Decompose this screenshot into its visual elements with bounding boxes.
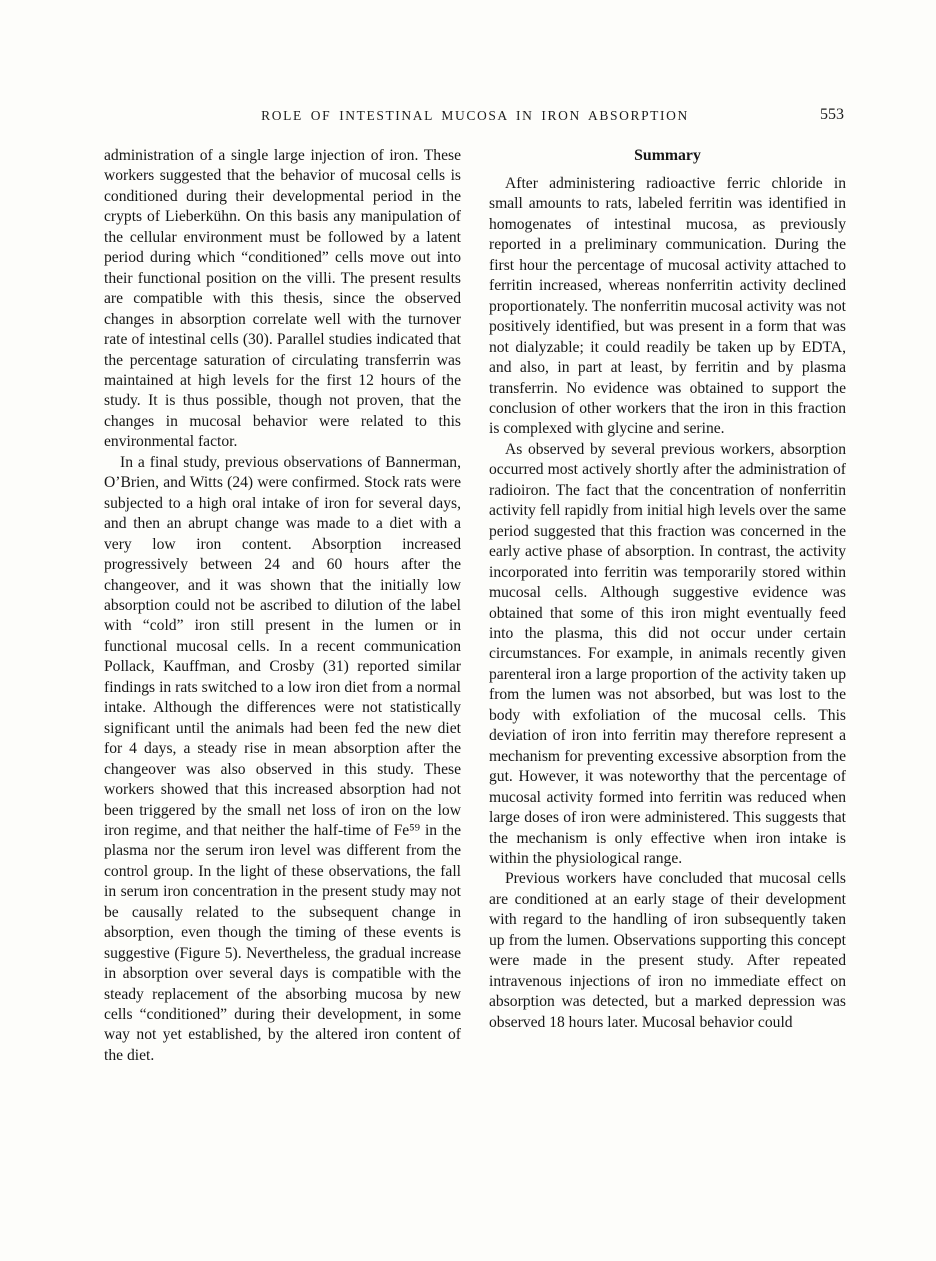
two-column-body	[104, 146, 846, 1066]
summary-paragraph: Previous workers have concluded that mucosal cells are conditioned at an early stage of their development with regard to the handling of iron subsequently taken up from the lumen. Observations supporting this concept were made in the present study. After repeated intravenous injections of iron no immediate effect on absorption was detected, but a marked depression was observed 18 hours later. Mucosal behavior could	[489, 870, 846, 1031]
summary-paragraph: As observed by several previous workers, absorption occurred most actively shortly after the administration of radioiron. The fact that the concentration of nonferritin activity fell rapidly from initial high levels over the same period suggested that this fraction was concerned in the early active phase of absorption. In contrast, the activity incorporated into ferritin was temporarily stored within mucosal cells. Although suggestive evidence was obtained that some of this iron might eventually feed into the plasma, this did not occur under certain circumstances. For example, in animals recently given parenteral iron a large proportion of the activity taken up from the lumen was not absorbed, but was lost to the body with exfoliation of the mucosal cells. This deviation of iron into ferritin may therefore represent a mechanism for preventing excessive absorption from the gut. However, it was noteworthy that the percentage of mucosal activity formed into ferritin was reduced when large doses of iron were administered. This suggests that the mechanism is only effective when iron intake is within the physiological range.	[489, 440, 846, 867]
body-paragraph: In a final study, previous observations of Bannerman, O’Brien, and Witts (24) were confirmed. Stock rats were subjected to a high oral intake of iron for several days, and then an abrupt change was made to a diet with a very low iron content. Absorption increased progressively between 24 and 60 hours after the changeover, and it was shown that the initially low absorption could not be ascribed to dilution of the label with “cold” iron still present in the lumen or in functional mucosal cells. In a recent communication Pollack, Kauffman, and Crosby (31) reported similar findings in rats switched to a low iron diet from a normal intake. Although the differences were not statistically significant until the animals had been fed the new diet for 4 days, a steady rise in mean absorption after the changeover was also observed in this study. These workers showed that this increased absorption had not been triggered by the small net loss of iron on the low iron regime, and that neither the half-time of Fe⁵⁹ in the plasma nor the serum iron level was different from the control group. In the light of these observations, the fall in serum iron concentration in the present study may not be causally related to the subsequent change in absorption, even though the timing of these events is suggestive (Figure 5). Nevertheless, the gradual increase in absorption over several days is compatible with the steady replacement of the absorbing mucosa by new cells “conditioned” during their development, in some way not yet established, by the altered iron content of the diet.	[104, 453, 461, 1064]
summary-heading: Summary	[634, 147, 701, 164]
body-paragraph: administration of a single large injection of iron. These workers suggested that the behavior of mucosal cells is conditioned during their developmental period in the crypts of Lieberkühn. On this basis any manipulation of the cellular environment must be followed by a latent period during which “conditioned” cells move out into their functional position on the villi. The present results are compatible with this thesis, since the observed changes in absorption correlate well with the turnover rate of intestinal cells (30). Parallel studies indicated that the percentage saturation of circulating transferrin was maintained at high levels for the first 12 hours of the study. It is thus possible, though not proven, that the changes in mucosal behavior were related to this environmental factor.	[104, 147, 461, 451]
running-head-title: ROLE OF INTESTINAL MUCOSA IN IRON ABSORPTION	[261, 108, 689, 123]
running-header	[104, 108, 846, 132]
summary-paragraph: After administering radioactive ferric chloride in small amounts to rats, labeled ferritin was identified in homogenates of intestinal mucosa, as previously reported in a preliminary communication. During the first hour the percentage of mucosal activity attached to ferritin increased, whereas nonferritin activity declined proportionately. The nonferritin mucosal activity was not positively identified, but was present in a form that was not dialyzable; it could readily be taken up by EDTA, and also, in part at least, by ferritin and by plasma transferrin. No evidence was obtained to support the conclusion of other workers that the iron in this fraction is complexed with glycine and serine.	[489, 175, 846, 438]
page-number: 553	[820, 106, 844, 123]
right-column	[489, 146, 846, 1066]
left-column	[104, 146, 461, 1066]
